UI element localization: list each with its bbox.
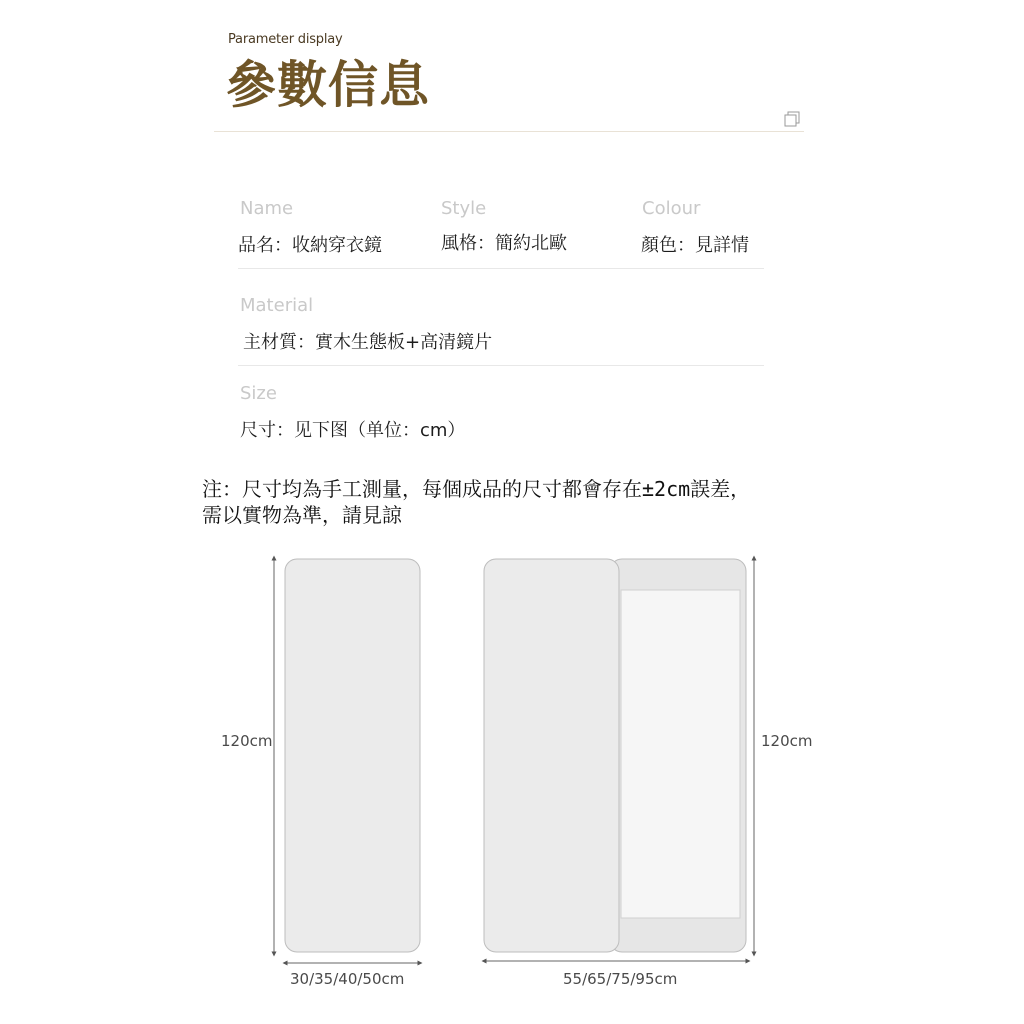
cabinet-door xyxy=(484,559,619,952)
right-height-label: 120cm xyxy=(761,732,813,750)
page-subtitle: Parameter display xyxy=(228,32,343,47)
colour-value: 顏色：見詳情 xyxy=(641,235,749,256)
copy-icon xyxy=(783,110,801,128)
left-mirror-panel xyxy=(285,559,420,952)
measurement-note xyxy=(202,476,842,528)
left-height-label: 120cm xyxy=(221,732,273,750)
name-value: 品名：收納穿衣鏡 xyxy=(238,235,382,256)
name-label: Name xyxy=(240,198,294,219)
row-divider xyxy=(238,365,764,366)
style-value: 風格：簡約北歐 xyxy=(441,233,567,254)
material-label: Material xyxy=(240,295,314,316)
left-width-label: 30/35/40/50cm xyxy=(290,970,405,988)
note-line-1: 注：尺寸均為手工測量，每個成品的尺寸都會存在±2cm誤差， xyxy=(202,477,751,501)
row-divider xyxy=(238,268,764,269)
size-label: Size xyxy=(240,383,277,404)
colour-label: Colour xyxy=(642,198,701,219)
title-divider xyxy=(214,131,804,132)
style-label: Style xyxy=(441,198,487,219)
size-value: 尺寸：见下图（单位：cm） xyxy=(240,420,466,441)
material-value: 主材質：實木生態板+高清鏡片 xyxy=(243,332,493,353)
size-diagram xyxy=(0,540,1024,1024)
cabinet-mirror xyxy=(621,590,740,918)
page-title: 參數信息 xyxy=(226,56,430,114)
right-width-label: 55/65/75/95cm xyxy=(563,970,678,988)
note-line-2: 需以實物為準，請見諒 xyxy=(202,503,402,527)
